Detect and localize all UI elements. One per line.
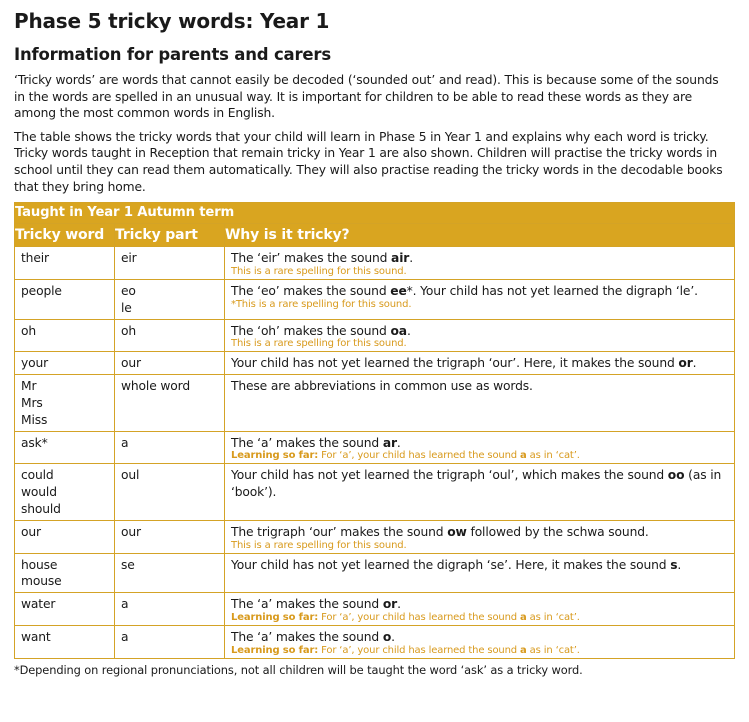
note-sound: a [520, 450, 527, 462]
explanation-text-end: . [677, 557, 682, 572]
explanation [231, 435, 729, 452]
tricky-word-cell [15, 431, 115, 464]
column-header-why-tricky: Why is it tricky? [225, 224, 735, 247]
explanation-sound: or [678, 356, 693, 371]
note-sound: a [520, 644, 527, 656]
explanation-text-end: . [406, 323, 411, 338]
column-header-tricky-part: Tricky part [115, 224, 225, 247]
why-tricky-cell [225, 593, 735, 626]
explanation-note [231, 299, 729, 310]
term-heading-row [15, 203, 735, 224]
explanation-text: These are abbreviations in common use as words. [231, 379, 533, 394]
tricky-part: a [121, 629, 129, 644]
explanation [231, 629, 729, 646]
explanation-text-end: followed by the schwa sound. [466, 524, 649, 539]
tricky-part: eir [121, 251, 137, 266]
tricky-word-cell [15, 247, 115, 280]
explanation-sound: oa [390, 323, 407, 338]
intro-paragraph-1: ‘Tricky words’ are words that cannot easily be decoded (‘sounded out’ and read). This is because some of the sounds in the words are spelled in an unusual way. It is important for children to be able to read these words as they are among the most common words in English. [14, 73, 719, 121]
explanation-text: The ‘oh’ makes the sound [231, 323, 391, 338]
table-row [15, 431, 735, 464]
tricky-word-cell [15, 520, 115, 553]
explanation-text-end: (as in ‘book’). [231, 468, 722, 500]
explanation [231, 596, 729, 613]
tricky-word: people [21, 283, 62, 298]
why-tricky-cell [225, 279, 735, 319]
tricky-word: oh [21, 323, 37, 338]
why-tricky-cell [225, 625, 735, 658]
explanation [231, 524, 729, 541]
explanation [231, 355, 729, 372]
tricky-part: our [121, 356, 141, 371]
explanation [231, 378, 729, 395]
explanation-note [231, 266, 729, 277]
tricky-part-cell [115, 352, 225, 375]
explanation-text: Your child has not yet learned the trigraph ‘oul’, which makes the sound [231, 468, 668, 483]
explanation-text: The ‘eir’ makes the sound [231, 251, 392, 266]
note-sound: a [520, 611, 527, 623]
why-tricky-cell [225, 464, 735, 520]
explanation-sound: oo [667, 468, 685, 483]
explanation [231, 283, 729, 300]
tricky-word-cell [15, 553, 115, 593]
note-text: This is a rare spelling for this sound. [231, 265, 407, 277]
tricky-word: your [21, 356, 49, 371]
tricky-word: Mr [21, 379, 37, 394]
why-tricky-cell [225, 319, 735, 352]
tricky-word: should [21, 501, 61, 516]
table-row [15, 593, 735, 626]
tricky-part: le [121, 300, 132, 315]
tricky-word: want [21, 629, 51, 644]
table-row [15, 352, 735, 375]
note-label: Learning so far: [231, 611, 319, 623]
tricky-word: house [21, 557, 58, 572]
explanation-sound: air [391, 251, 410, 266]
tricky-part-cell [115, 625, 225, 658]
why-tricky-cell [225, 247, 735, 280]
tricky-part-cell [115, 247, 225, 280]
note-text-end: as in ‘cat’. [526, 611, 580, 623]
table-row [15, 520, 735, 553]
table-row [15, 464, 735, 520]
why-tricky-cell [225, 553, 735, 593]
explanation-text-end: . [409, 251, 413, 266]
explanation-text-end: . [396, 435, 401, 450]
why-tricky-cell [225, 352, 735, 375]
tricky-part-cell [115, 593, 225, 626]
tricky-word-cell [15, 375, 115, 431]
tricky-word-cell [15, 319, 115, 352]
page-subtitle: Information for parents and carers [14, 45, 331, 64]
tricky-word: Mrs [21, 395, 43, 410]
tricky-part-cell [115, 319, 225, 352]
explanation-text: The ‘a’ makes the sound [231, 435, 383, 450]
table-row [15, 319, 735, 352]
tricky-word: water [21, 597, 56, 612]
explanation-text: The trigraph ‘our’ makes the sound [231, 524, 448, 539]
tricky-part: se [121, 557, 135, 572]
explanation-sound: o [382, 629, 392, 644]
note-text: For ‘a’, your child has learned the sound [318, 611, 521, 623]
explanation-sound: ow [447, 524, 467, 539]
tricky-part: a [121, 597, 129, 612]
tricky-part: oul [121, 468, 140, 483]
explanation-text: The ‘a’ makes the sound [231, 597, 383, 612]
page-title: Phase 5 tricky words: Year 1 [14, 9, 330, 33]
note-text: This is a rare spelling for this sound. [231, 539, 407, 551]
column-header-row [15, 224, 735, 247]
explanation-sound: ar [382, 435, 397, 450]
tricky-word-cell [15, 279, 115, 319]
tricky-word: our [21, 524, 41, 539]
explanation-note [231, 540, 729, 551]
explanation [231, 250, 729, 267]
tricky-word-cell [15, 625, 115, 658]
note-label: Learning so far: [231, 644, 319, 656]
footnote: *Depending on regional pronunciations, not all children will be taught the word ‘ask’ as a tricky word. [14, 662, 583, 677]
why-tricky-cell [225, 431, 735, 464]
tricky-part-cell [115, 553, 225, 593]
table-row [15, 279, 735, 319]
tricky-word: mouse [21, 574, 62, 589]
explanation-sound: s [670, 557, 678, 572]
tricky-words-table [14, 202, 735, 659]
tricky-word-cell [15, 464, 115, 520]
note-text: This is a rare spelling for this sound. [231, 338, 407, 350]
tricky-word: ask* [21, 435, 48, 450]
explanation-text: The ‘eo’ makes the sound [231, 283, 391, 298]
explanation-note [231, 338, 729, 349]
table-row [15, 625, 735, 658]
tricky-word-cell [15, 593, 115, 626]
tricky-part: our [121, 524, 141, 539]
tricky-word: their [21, 251, 49, 266]
explanation-text-end: . [692, 356, 697, 371]
table-row [15, 375, 735, 431]
table-row [15, 553, 735, 593]
tricky-word: Miss [21, 412, 48, 427]
note-text: For ‘a’, your child has learned the sound [318, 450, 521, 462]
explanation-text: Your child has not yet learned the trigraph ‘our’. Here, it makes the sound [231, 356, 679, 371]
column-header-tricky-word: Tricky word [15, 224, 115, 247]
tricky-part: whole word [121, 379, 190, 394]
explanation-text: The ‘a’ makes the sound [231, 629, 383, 644]
note-text-end: as in ‘cat’. [526, 644, 580, 656]
explanation-text-end: *. Your child has not yet learned the digraph ‘le’. [406, 283, 698, 298]
intro-paragraph-2: The table shows the tricky words that your child will learn in Phase 5 in Year 1 and explains why each word is tricky. Tricky words taught in Reception that remain tricky in Year 1 are also shown. Children will practise the tricky words in school until they can read them automatically. They will also practise reading the tricky words in the decodable books that they bring home. [14, 129, 723, 194]
document-page [14, 8, 732, 678]
explanation-text-end: . [391, 629, 395, 644]
tricky-part: a [121, 435, 129, 450]
term-heading: Taught in Year 1 Autumn term [15, 203, 735, 224]
table-row [15, 247, 735, 280]
tricky-part-cell [115, 279, 225, 319]
tricky-word: would [21, 485, 57, 500]
tricky-word-cell [15, 352, 115, 375]
tricky-part: eo [121, 283, 136, 298]
note-text: For ‘a’, your child has learned the sound [318, 644, 521, 656]
tricky-part-cell [115, 431, 225, 464]
explanation-sound: ee [390, 283, 407, 298]
why-tricky-cell [225, 520, 735, 553]
explanation-sound: or [382, 597, 398, 612]
explanation-note [231, 612, 729, 623]
note-text: *This is a rare spelling for this sound. [231, 298, 412, 310]
tricky-part: oh [121, 323, 137, 338]
explanation-text: Your child has not yet learned the digraph ‘se’. Here, it makes the sound [231, 557, 671, 572]
note-text-end: as in ‘cat’. [526, 450, 580, 462]
explanation [231, 467, 729, 501]
tricky-word: could [21, 468, 54, 483]
explanation-note [231, 450, 729, 461]
why-tricky-cell [225, 375, 735, 431]
explanation [231, 557, 729, 574]
explanation-note [231, 645, 729, 656]
tricky-part-cell [115, 464, 225, 520]
table-body [15, 247, 735, 659]
tricky-part-cell [115, 520, 225, 553]
note-label: Learning so far: [231, 450, 319, 462]
explanation-text-end: . [397, 597, 401, 612]
tricky-part-cell [115, 375, 225, 431]
explanation [231, 323, 729, 340]
